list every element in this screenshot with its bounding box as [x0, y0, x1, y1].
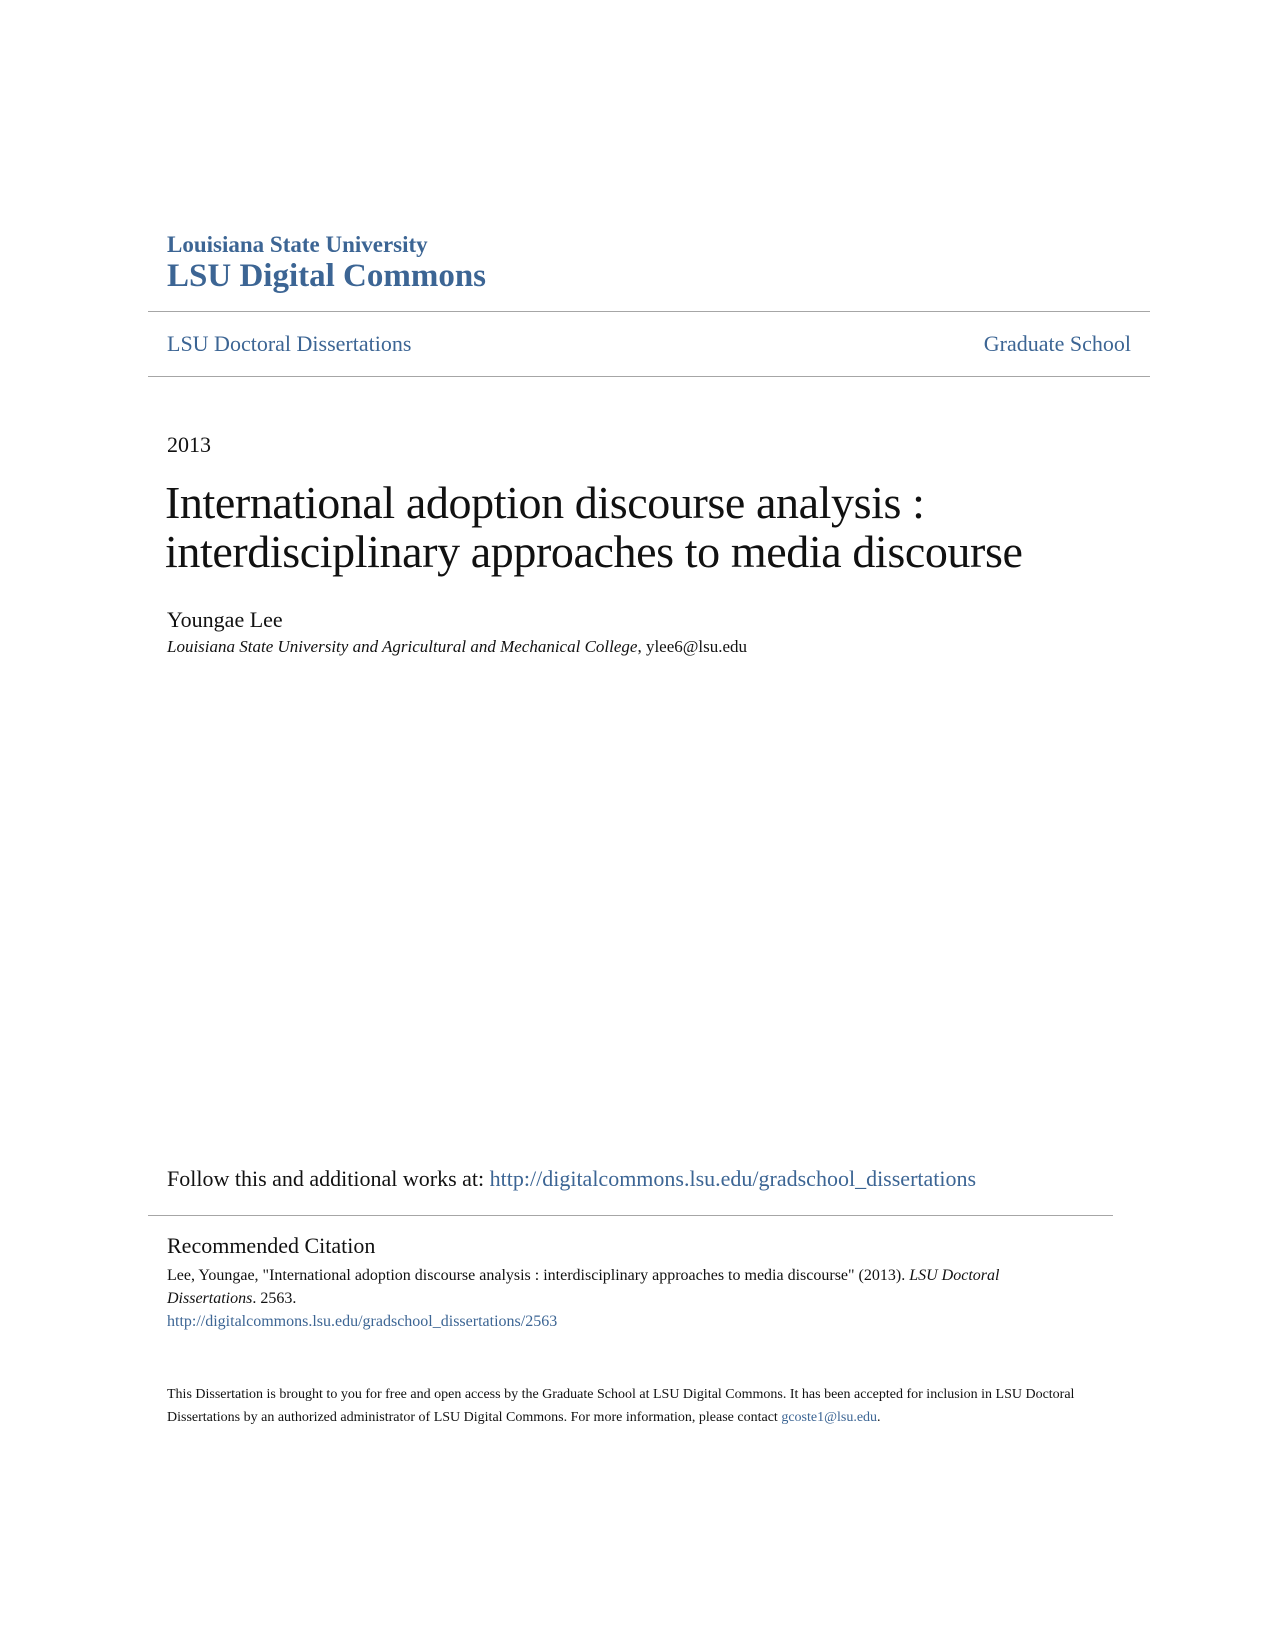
citation-text: Lee, Youngae, "International adoption discourse analysis : interdisciplinary approaches to media discourse" (2013). [167, 1267, 910, 1284]
series-link[interactable]: LSU Doctoral Dissertations [167, 331, 412, 356]
affiliation-separator: , [637, 637, 646, 656]
contact-email-link[interactable]: gcoste1@lsu.edu [781, 1410, 878, 1425]
follow-label: Follow this and additional works at: [167, 1166, 490, 1191]
institution-name: Louisiana State University [167, 232, 428, 257]
repository-name: LSU Digital Commons [167, 258, 487, 294]
follow-line [167, 1164, 976, 1194]
notice-text: This Dissertation is brought to you for free and open access by the Graduate School at LSU Digital Commons. It has been accepted for inclusion in LSU Doctoral Dissertations by an authorized administrator of LSU Digital Commons. For more information, please contact [167, 1387, 1075, 1425]
citation-heading: Recommended Citation [167, 1233, 376, 1258]
publication-year: 2013 [167, 432, 211, 457]
affiliation: Louisiana State University and Agricultural and Mechanical College [167, 637, 638, 656]
citation-series: LSU Doctoral Dissertations [167, 1267, 1000, 1307]
access-notice [167, 1383, 1077, 1429]
header-divider [148, 311, 1150, 312]
author-email: ylee6@lsu.edu [645, 637, 748, 656]
citation-block [167, 1264, 1077, 1333]
document-title: International adoption discourse analysis : interdisciplinary approaches to media discourse [165, 477, 1023, 577]
notice-end: . [877, 1410, 881, 1425]
school-link[interactable]: Graduate School [983, 331, 1131, 356]
citation-number: . 2563. [252, 1290, 297, 1307]
citation-link[interactable]: http://digitalcommons.lsu.edu/gradschool_dissertations/2563 [167, 1313, 558, 1330]
author-name: Youngae Lee [167, 607, 283, 632]
nav-divider [148, 376, 1150, 377]
follow-link[interactable]: http://digitalcommons.lsu.edu/gradschool_dissertations [489, 1166, 977, 1191]
author-affiliation-line [167, 635, 747, 659]
follow-divider [148, 1215, 1113, 1216]
